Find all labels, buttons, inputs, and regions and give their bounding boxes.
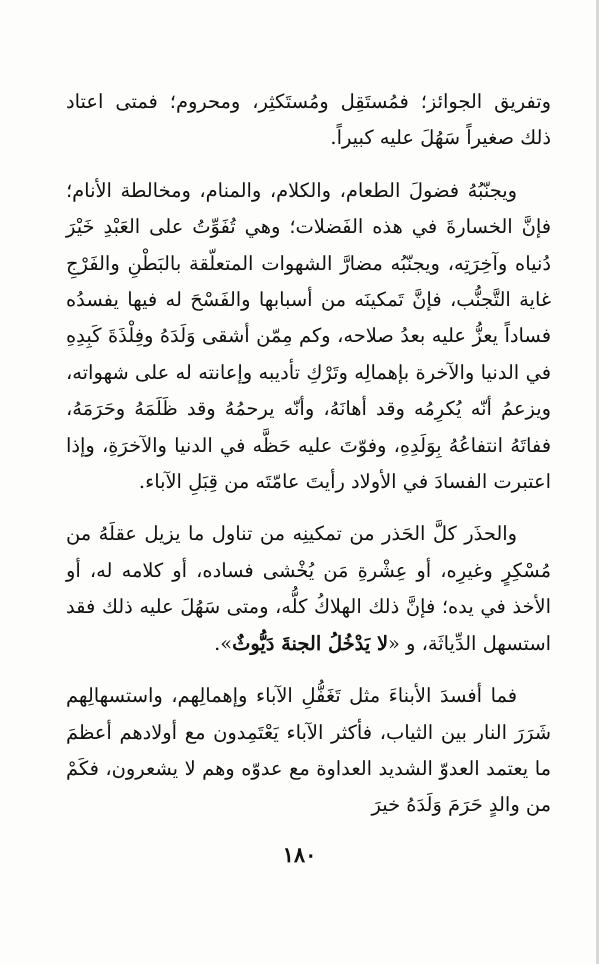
paragraph-3-text-after: ». [214, 631, 233, 655]
paragraph-3 [66, 516, 551, 662]
paragraph-4 [66, 678, 551, 824]
paragraph-2 [66, 173, 551, 501]
paragraph-4-text: فما أفسدَ الأبناءَ مثل تَغَفُّلِ الآباء وإهمالِهم، واستسهالِهم شَرَرَ النار بين الثياب، فأكثر الآباء يَعْتَمِدون مع أولادهم أعظمَ ما يعتمد العدوّ الشديد العداوة مع عدوّه وهم لا يشعرون، فكَمْ من والدٍ حَرَمَ وَلَدَهُ خيرَ [66, 684, 551, 817]
page-number: ١٨٠ [282, 842, 317, 867]
paragraph-1-text: وتفريق الجوائز؛ فمُستَقِل ومُستَكثِر، ومحروم؛ فمتى اعتاد ذلك صغيراً سَهُلَ عليه كبيراً. [66, 90, 551, 150]
paragraph-2-text: ويجنّبُهُ فضولَ الطعام، والكلام، والمنام، ومخالطة الأنام؛ فإنَّ الخسارةَ في هذه الفَضلات؛ وهي تُفَوِّتُ على العَبْدِ خَيْرَ دُنياه وآخِرَتِه، ويجنّبُه مضارَّ الشهوات المتعلّقة بالبَطْنِ والفَرْجِ غاية التَّجنُّب، فإنَّ تَمكينَه من أسبابها والفَسْحَ له فيها يفسدُه فساداً يعزُّ عليه بعدُ صلاحه، وكم مِمّن أشقى وَلَدَهُ وفِلْذَةَ كَبِدِهِ في الدنيا والآخرة بإهمالِه وتَرْكِ تأديبه وإعانته له على شهواته، ويزعمُ أنّه يُكرِمُه وقد أهانَهُ، وأنّه يرحمُهُ وقد ظَلَمَهُ وحَرَمَهُ، ففاتَهُ انتفاعُهُ بِوَلَدِهِ، وفوّتَ عليه حَظَّه في الدنيا والآخرَةِ، وإذا اعتبرت الفسادَ في الأولاد رأيتَ عامّتَه من قِبَلِ الآباء. [66, 178, 551, 494]
page-text-block [66, 84, 551, 840]
paragraph-3-text-before: والحذَر كلَّ الحَذر من تمكينِه من تناول ما يزيل عقلَهُ من مُسْكِرٍ وغيرِه، أو عِشْرةِ مَن يُخْشى فساده، أو كلامه له، أو الأخذ في يده؛ فإنَّ ذلك الهلاكُ كلُّه، ومتى سَهُلَ عليه ذلك فقد استسهل الدِّياثَة، و « [66, 522, 551, 655]
paragraph-1 [66, 84, 551, 157]
paragraph-3-hadith-quote: لا يَدْخُلُ الجنةَ دَيُّوثٌ [232, 631, 389, 655]
